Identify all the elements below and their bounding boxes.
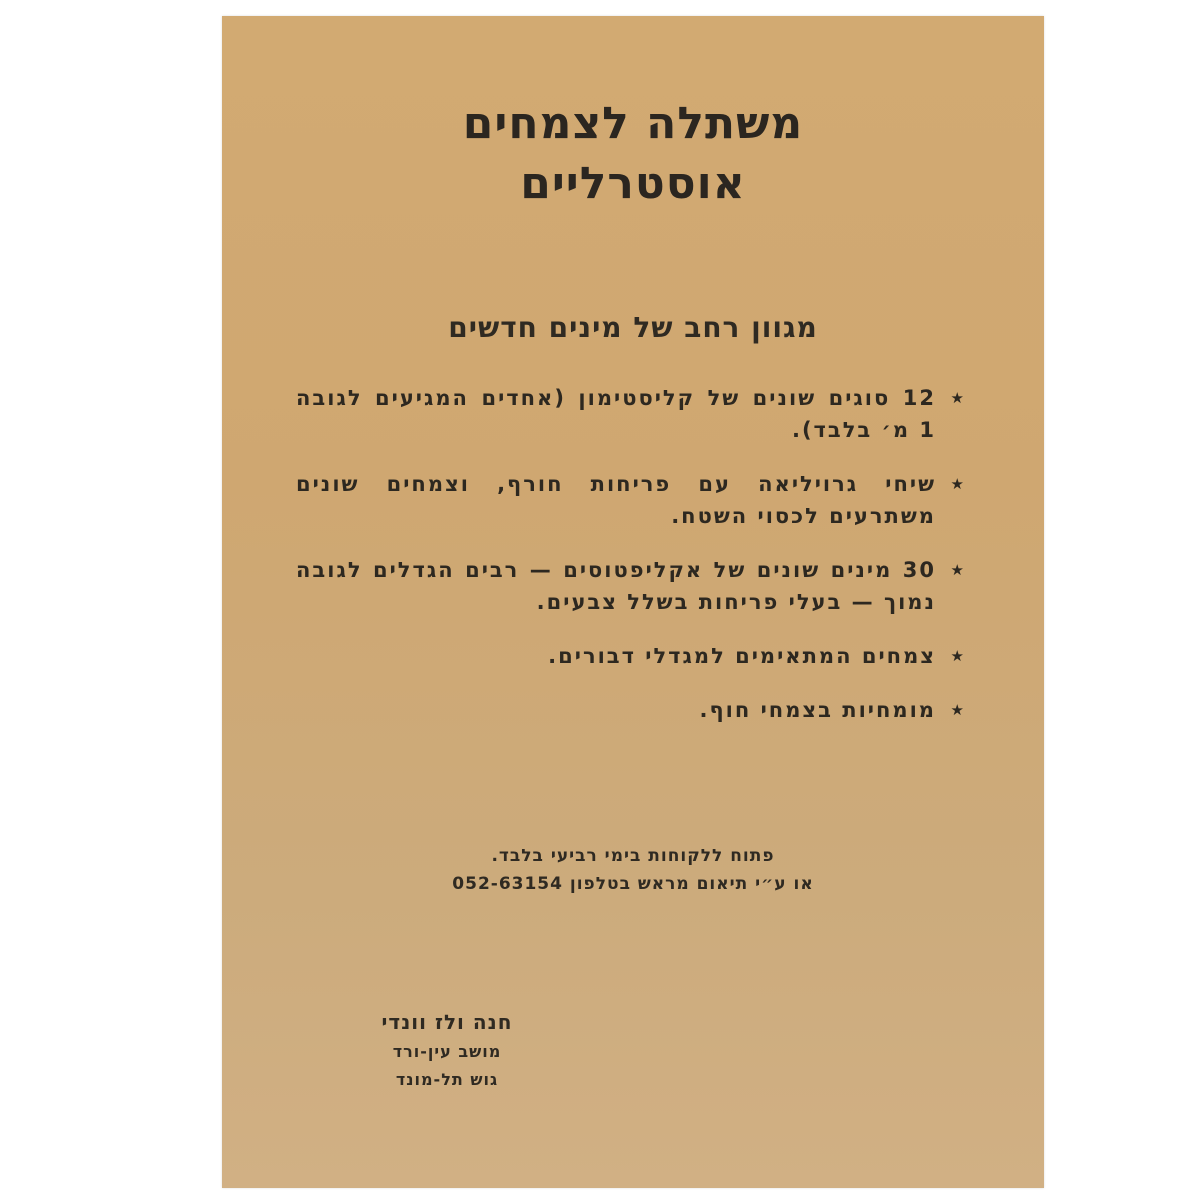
signature-address-2: גוש תל-מונד xyxy=(395,1070,499,1089)
footer-line-2: או ע״י תיאום מראש בטלפון 052-63154 xyxy=(452,874,814,894)
list-item-text: מומחיות בצמחי חוף. xyxy=(699,698,936,722)
list-item xyxy=(296,694,966,726)
star-icon: ★ xyxy=(950,475,966,493)
list-item xyxy=(296,554,966,618)
signature-address-1: מושב עין-ורד xyxy=(392,1042,502,1061)
list-item-text: 12 סוגים שונים של קליסטימון (אחדים המגיעים לגובה 1 מ׳ בלבד). xyxy=(296,386,936,442)
star-icon: ★ xyxy=(950,647,966,665)
list-item xyxy=(296,640,966,672)
star-icon: ★ xyxy=(950,389,966,407)
list-item-text: שיחי גרויליאה עם פריחות חורף, וצמחים שונים משתרעים לכסוי השטח. xyxy=(296,472,936,528)
flyer-title xyxy=(222,94,1044,214)
signature-block xyxy=(337,1006,557,1094)
opening-hours-note xyxy=(222,842,1044,898)
star-icon: ★ xyxy=(950,561,966,579)
list-item-text: צמחים המתאימים למגדלי דבורים. xyxy=(548,644,936,668)
feature-list xyxy=(296,382,966,748)
list-item-text: 30 מינים שונים של אקליפטוסים — רבים הגדלים לגובה נמוך — בעלי פריחות בשלל צבעים. xyxy=(296,558,936,614)
flyer-sheet xyxy=(222,16,1044,1188)
title-line-2: אוסטרליים xyxy=(520,158,746,209)
star-icon: ★ xyxy=(950,701,966,719)
signature-name: חנה ולז וונדי xyxy=(381,1010,513,1034)
list-item xyxy=(296,468,966,532)
flyer-subtitle: מגוון רחב של מינים חדשים xyxy=(448,311,818,344)
title-line-1: משתלה לצמחים xyxy=(462,98,804,149)
list-item xyxy=(296,382,966,446)
footer-line-1: פתוח ללקוחות בימי רביעי בלבד. xyxy=(491,846,775,866)
